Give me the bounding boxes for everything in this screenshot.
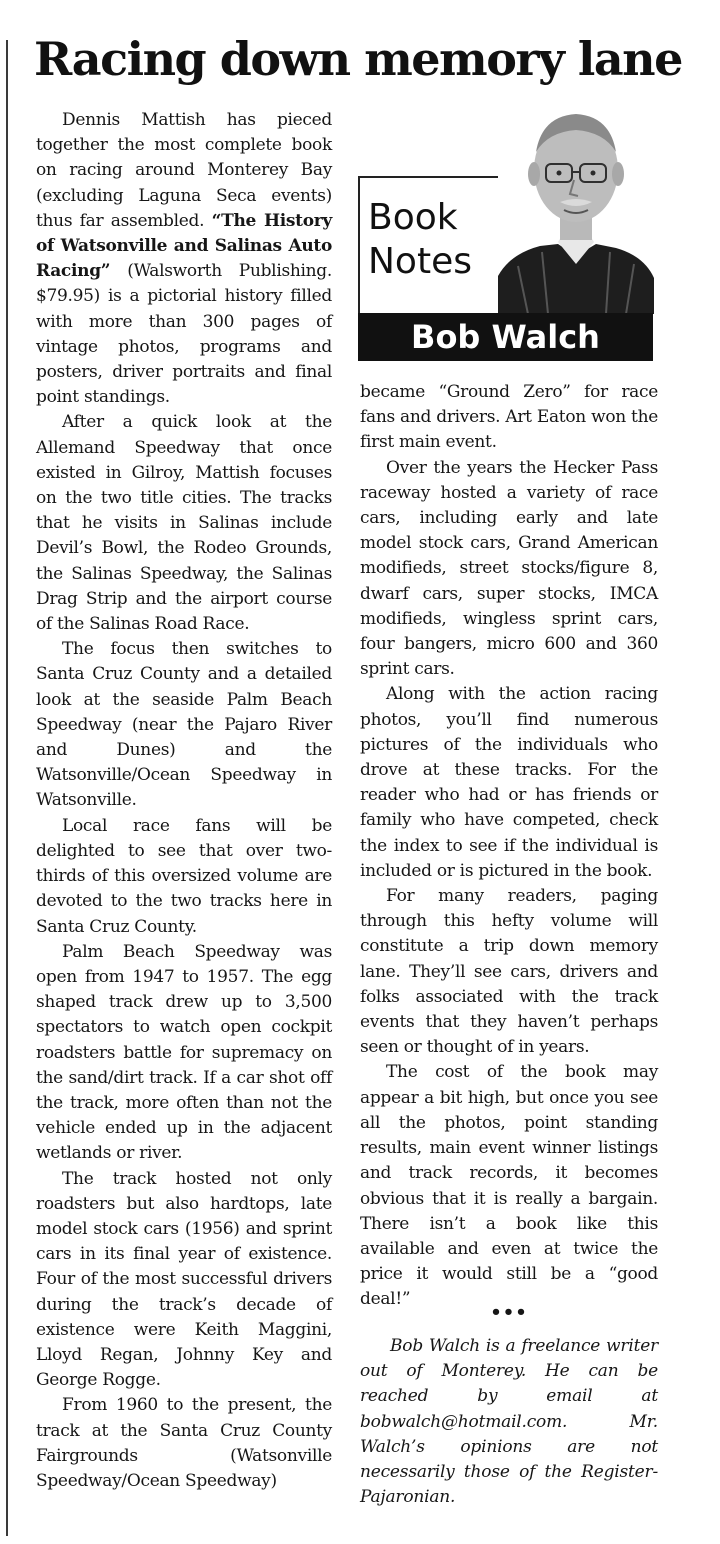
- paragraph-6: The track hosted not only roadsters but also hardtops, late model stock cars (1956) and sprint cars in its final year of existence. Four of the most successful drivers during the track’s decade of existence were Keith Maggini, Lloyd Regan, Johnny Key and George Rogge.: [36, 1168, 332, 1391]
- paragraph-2: After a quick look at the Allemand Speedway that once existed in Gilroy, Mattish focuses on the two title cities. The tracks that he visits in Salinas include Devil’s Bowl, the Rodeo Grounds, the Salinas Speedway, the Salinas Drag Strip and the airport course of the Salinas Road Race.: [36, 412, 332, 635]
- paragraph-3: The focus then switches to Santa Cruz County and a detailed look at the seaside Palm Beach Speedway (near the Pajaro River and Dunes) and the Watsonville/Ocean Speedway in Watsonville.: [36, 639, 332, 811]
- headline: Racing down memory lane: [34, 32, 682, 86]
- left-column-rule: [6, 40, 8, 1536]
- paragraph-8: became “Ground Zero” for race fans and drivers. Art Eaton won the first main event.: [360, 382, 658, 453]
- column-logo-title: [368, 196, 472, 284]
- author-bio-text: Bob Walch is a freelance writer out of Monterey. He can be reached by email at bobwalch@hotmail.com. Mr. Walch’s opinions are not necessarily those of the Register-Pajaronian.: [360, 1336, 658, 1508]
- paragraph-12: The cost of the book may appear a bit high, but once you see all the photos, point standing results, main event winner listings and track records, it becomes obvious that it is really a bargain. There isn’t a book like this available and even at twice the price it would still be a “good deal!”: [360, 1062, 658, 1310]
- paragraph-9: Over the years the Hecker Pass raceway hosted a variety of race cars, including early and late model stock cars, Grand American modifieds, street stocks/figure 8, dwarf cars, super stocks, IMCA modifieds, wingless sprint cars, four bangers, micro 600 and 360 sprint cars.: [360, 457, 658, 680]
- paragraph-7: From 1960 to the present, the track at the Santa Cruz County Fairgrounds (Watsonville Speedway/Ocean Speedway): [36, 1395, 332, 1491]
- paragraph-1: [36, 108, 332, 410]
- paragraph-1-intro: Dennis Mattish has pieced together the most complete book on racing around Monterey Bay (excluding Laguna Seca events) thus far assembled.: [36, 110, 332, 231]
- book-title: “The History of Watsonville and Salinas Auto Racing”: [36, 210, 332, 282]
- paragraph-11: For many readers, paging through this hefty volume will constitute a trip down memory lane. They’ll see cars, drivers and folks associated with the track events that they haven’t perhaps seen or thought of in years.: [360, 886, 658, 1058]
- author-bio: [360, 1334, 658, 1510]
- column-logo-title-line1: Book: [368, 197, 458, 238]
- author-name-banner: Bob Walch: [358, 313, 653, 361]
- paragraph-1-rest: (Walsworth Publishing. $79.95) is a pictorial history filled with more than 300 pages of vintage photos, programs and posters, driver portraits and final point standings.: [36, 261, 332, 408]
- paragraph-10: Along with the action racing photos, you’ll find numerous pictures of the individuals who drove at these tracks. For the reader who had or has friends or family who have competed, check the index to see if the individual is included or is pictured in the book.: [360, 684, 658, 881]
- article-column-left: [36, 108, 332, 1494]
- paragraph-4: Local race fans will be delighted to see that over two-thirds of this oversized volume are devoted to the two tracks here in Santa Cruz County.: [36, 815, 332, 937]
- author-photo: [498, 106, 654, 314]
- column-logo-title-line2: Notes: [368, 241, 472, 282]
- article-column-right: [360, 380, 658, 1313]
- section-separator: •••: [490, 1302, 528, 1323]
- paragraph-5: Palm Beach Speedway was open from 1947 to 1957. The egg shaped track drew up to 3,500 spectators to watch open cockpit roadsters battle for supremacy on the sand/dirt track. If a car shot off the track, more often than not the vehicle ended up in the adjacent wetlands or river.: [36, 941, 332, 1164]
